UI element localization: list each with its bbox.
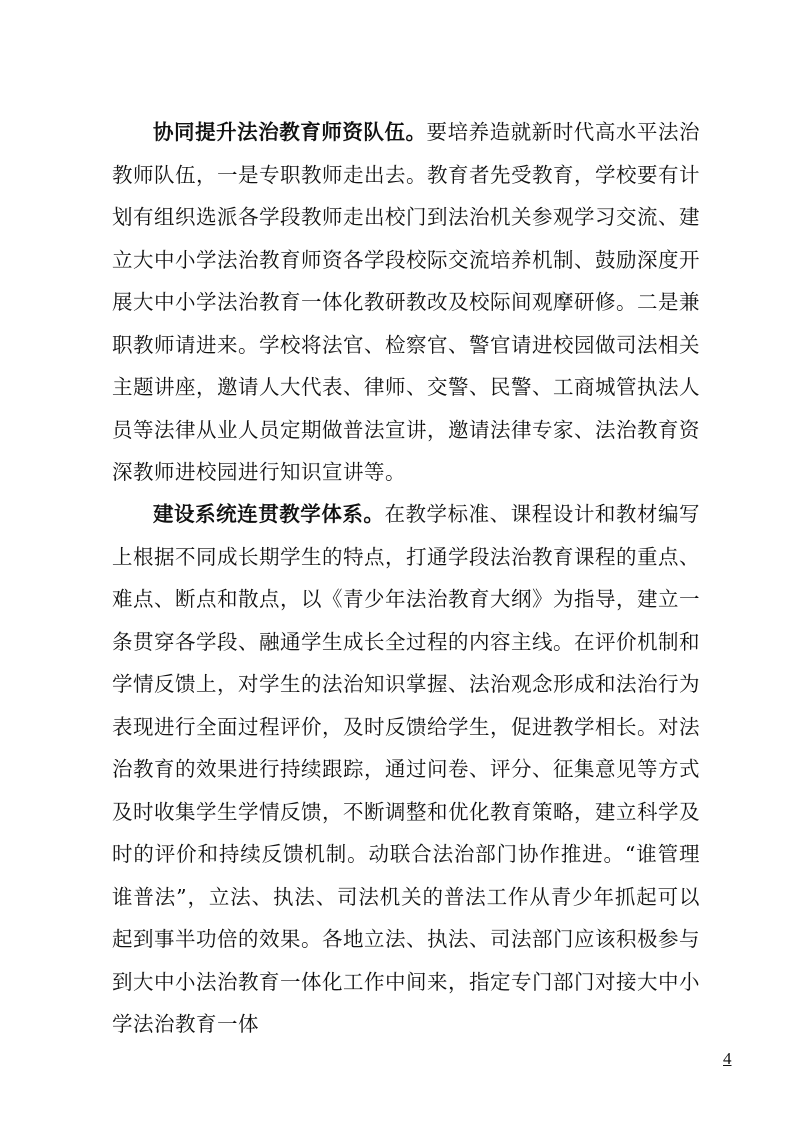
paragraph-heading: 协同提升法治教育师资队伍。 [153,120,427,144]
paragraph-teaching-system [112,493,700,1046]
paragraph-body: 要培养造就新时代高水平法治教师队伍，一是专职教师走出去。教育者先受教育，学校要有计划有组织选派各学段教师走出校门到法治机关参观学习交流、建立大中小学法治教育师资各学段校际交流培养机制、鼓励深度开展大中小学法治教育一体化教研教改及校际间观摩研修。二是兼职教师请进来。学校将法官、检察官、警官请进校园做司法相关主题讲座，邀请人大代表、律师、交警、民警、工商城管执法人员等法律从业人员定期做普法宣讲，邀请法律专家、法治教育资深教师进校园进行知识宣讲等。 [112,120,701,484]
page-number: 4 [723,1049,732,1068]
paragraph-body: 在教学标准、课程设计和教材编写上根据不同成长期学生的特点，打通学段法治教育课程的重点、难点、断点和散点，以《青少年法治教育大纲》为指导，建立一条贯穿各学段、融通学生成长全过程的内容主线。在评价机制和学情反馈上，对学生的法治知识掌握、法治观念形成和法治行为表现进行全面过程评价，及时反馈给学生，促进教学相长。对法治教育的效果进行持续跟踪，通过问卷、评分、征集意见等方式及时收集学生学情反馈，不断调整和优化教育策略，建立科学及时的评价和持续反馈机制。动联合法治部门协作推进。“谁管理谁普法”，立法、执法、司法机关的普法工作从青少年抓起可以起到事半功倍的效果。各地立法、执法、司法部门应该积极参与到大中小法治教育一体化工作中间来，指定专门部门对接大中小学法治教育一体 [112,502,701,1036]
paragraph-heading: 建设系统连贯教学体系。 [153,502,385,526]
paragraph-teacher-team [112,111,700,494]
